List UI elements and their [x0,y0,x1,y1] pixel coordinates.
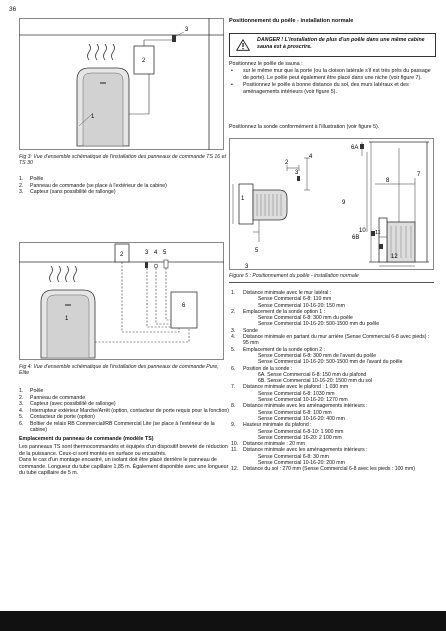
fig4-legend-item-number: 1. [19,388,24,394]
fig5-label-3: 3 [295,170,299,176]
fig5-legend-item [231,466,436,472]
fig4-label-3: 3 [145,250,149,256]
fig4-legend-item-number: 6. [19,420,24,427]
fig5-legend-number: 12. [231,466,239,473]
figure-4-caption: Fig 4: Vue d'ensemble schématique de l'installation des panneaux de commande Pure, Elite [19,364,219,377]
fig4-legend-item-text: Contacteur de porte (option) [30,414,95,420]
warning-icon [236,39,250,51]
fig4-legend-item-number: 5. [19,414,24,420]
figure-3-legend [19,176,229,196]
fig5-legend-subitem: Sense Commercial 10-16-20: 200 mm [258,460,345,467]
figure-5-caption: Figure 5 : Positionnement du poêle - installation normale [229,273,359,279]
fig5-label-12: 12 [391,254,398,260]
fig5-legend-subitem: Sense Commercial 10-16-20: 400 mm [258,415,345,422]
fig5-label-9: 9 [342,200,346,206]
fig5-label-6b: 6B [352,235,360,241]
fig5-legend-subitem: Sense Commercial 6-8: 300 mm de l'avant du poêle [258,352,377,359]
figure-5-legend [231,290,436,473]
fig5-label-4: 4 [309,154,313,160]
fig5-legend-subitem: Sense Commercial 6-8: 1030 mm [258,390,335,397]
fig5-legend-subitem: Sense Commercial 16-20: 2 100 mm [258,434,342,441]
fig5-legend-number: 7. [231,384,236,391]
fig5-legend-number: 1. [231,290,236,296]
fig5-legend-text: Emplacement de la sonde option 2 : [243,346,326,353]
fig4-legend-item-text: Boîtier de relais RB Commercial/RB Commercial Lite (se place à l'extérieur de la cabine) [30,420,215,433]
position-bullet [229,82,434,96]
fig4-label-2: 2 [120,252,124,258]
fig5-legend-subitem: 6B. Sense Commercial 10-16-20: 1500 mm du sol [258,378,373,385]
fig5-legend-subitem: Sense Commercial 6-8: 30 mm [258,453,329,460]
fig5-label-10: 10 [359,228,366,234]
fig4-label-6: 6 [182,303,186,309]
fig4-legend-item [19,421,229,434]
position-bullet [229,68,434,82]
bullet-dot: • [231,81,233,88]
danger-text: DANGER ! L'installation de plus d'un poêle dans une même cabine sauna est à proscrire. [257,37,425,50]
control-panel-heading: Emplacement du panneau de commande (modèle TS) [19,436,154,442]
position-bullet-text: sur le même mur que la porte (ou la cloison latérale s'il est très près du passage de porte). Le poêle peut également être placé dans une niche (voir figure 7). [243,68,431,81]
fig3-legend-item [19,189,229,196]
fig5-legend-number: 2. [231,308,236,315]
fig4-legend-item-text: Interrupteur extérieur Marche/Arrêt (option, contacteur de porte requis pour la fonction) [30,407,229,414]
fig3-legend-item-text: Panneau de commande (se place à l'extérieur de la cabine) [30,182,167,189]
figure-4-legend [19,388,229,434]
figure-4-diagram [19,242,224,360]
fig5-legend-text: Sonde [243,327,258,334]
fig3-legend-item-number: 2. [19,182,24,189]
fig5-legend-subitem: Sense Commercial 10-16-20: 1270 mm [258,397,348,404]
fig5-legend-text: Distance minimale avec les aménagements intérieurs : [243,403,368,410]
fig5-label-6a: 6A [351,145,359,151]
fig5-legend-number: 4. [231,334,236,341]
fig5-legend-number: 10. [231,441,239,448]
sensor-line: Positionnez la sonde conformément à l'illustration (voir figure 5). [229,124,380,130]
fig4-legend-item-text: Capteur (avec possibilité de rallonge) [30,401,116,407]
fig5-legend-subitem: Sense Commercial 10-16-20: 500-1500 mm de l'avant du poêle [258,359,403,366]
fig5-legend-text: Distance minimale avec le mur latéral : [243,290,332,296]
fig5-label-11: 11 [375,230,381,236]
danger-box [229,33,436,57]
caption-divider [229,282,434,283]
fig4-legend-item-text: Poêle [30,388,44,394]
fig5-legend-number: 5. [231,346,236,353]
fig5-legend-text: Position de la sonde : [243,365,293,372]
control-panel-body: Les panneaux TS sont thermocommandés et équipés d'un dispositif breveté de réduction de la puissance. Ceux-ci sont montés en surface ou encastrés. Dans le cas d'un montage encastré, un isolant doit être placé derrière le panneau de commande. Longueur du tube capillaire 1,85 m. Également disponible avec une longueur du tube capillaire de 5 m. [19,444,229,476]
right-heading: Positionnement du poêle - installation normale [229,18,354,24]
fig5-legend-number: 3. [231,327,236,334]
fig5-legend-subitem: Sense Commercial 6-8: 110 mm [258,296,332,303]
fig4-legend-item-number: 3. [19,401,24,407]
fig4-legend-item-number: 2. [19,394,24,401]
fig5-legend-text: Distance minimale avec les aménagements intérieurs : [243,447,368,454]
fig5-label-3b: 3 [245,264,249,270]
fig5-legend-item [231,334,436,347]
fig3-label-3: 3 [185,27,189,33]
fig5-label-7: 7 [417,172,421,178]
fig5-legend-number: 11. [231,447,238,454]
fig5-label-5: 5 [255,248,259,254]
position-bullet-text: Positionnez le poêle à bonne distance du sol, des murs latéraux et des aménagements intérieurs (voir figure 5). [243,81,409,95]
fig5-legend-subitem: Sense Commercial 10-16-20: 500-1500 mm du poêle [258,321,380,328]
fig5-legend-subitem: Sense Commercial 6-8-10: 1 900 mm [258,428,344,435]
fig3-legend-item-text: Capteur (sans possibilité de rallonge) [30,189,116,195]
figure-5-diagram [229,138,434,270]
fig3-label-1: 1 [91,114,95,120]
fig4-label-1: 1 [65,316,69,322]
fig4-legend-item-text: Panneau de commande [30,394,86,401]
fig5-legend-text: Emplacement de la sonde option 1 : [243,308,326,315]
fig3-label-2: 2 [142,58,146,64]
figure-3-caption: Fig 3: Vue d'ensemble schématique de l'installation des panneaux de commande TS 16 et TS 30 [19,154,226,167]
fig5-legend-subitem: Sense Commercial 10-16-20: 150 mm [258,302,345,309]
fig4-label-4: 4 [154,250,158,256]
fig5-label-1: 1 [241,196,245,202]
fig5-legend-text: Distance minimale en partant du mur arrière (Sense Commercial 6-8 avec pieds) : 95 mm [243,334,430,347]
fig3-legend-item-number: 3. [19,189,24,195]
fig5-legend-text: Distance du sol : 270 mm (Sense Commercial 6-8 avec les pieds : 100 mm) [243,466,415,473]
position-bullets [229,68,434,96]
fig5-label-8: 8 [386,178,390,184]
fig3-legend-item-number: 1. [19,176,24,182]
fig5-legend-number: 9. [231,422,236,429]
fig5-label-2: 2 [285,160,289,166]
fig5-legend-subitem: 6A. Sense Commercial 6-8: 150 mm du plafond [258,371,367,378]
bullet-dot: • [231,68,233,74]
fig5-legend-text: Distance minimale avec le plafond : 1 030 mm [243,384,349,391]
position-intro: Positionnez le poêle de sauna : [229,61,303,67]
page-number: 36 [9,6,17,13]
fig4-label-5: 5 [163,250,167,256]
figure-3-diagram [19,18,224,150]
fig5-legend-text: Hauteur minimale du plafond : [243,422,312,429]
fig5-legend-number: 8. [231,403,236,410]
footer-bar [0,611,446,631]
fig3-legend-item-text: Poêle [30,176,44,182]
fig5-legend-subitem: Sense Commercial 6-8: 300 mm du poêle [258,315,353,322]
fig5-legend-number: 6. [231,365,236,372]
fig4-legend-item-number: 4. [19,407,24,414]
fig5-legend-text: Distance minimale : 20 mm [243,441,305,448]
fig5-legend-subitem: Sense Commercial 6-8: 100 mm [258,409,332,416]
